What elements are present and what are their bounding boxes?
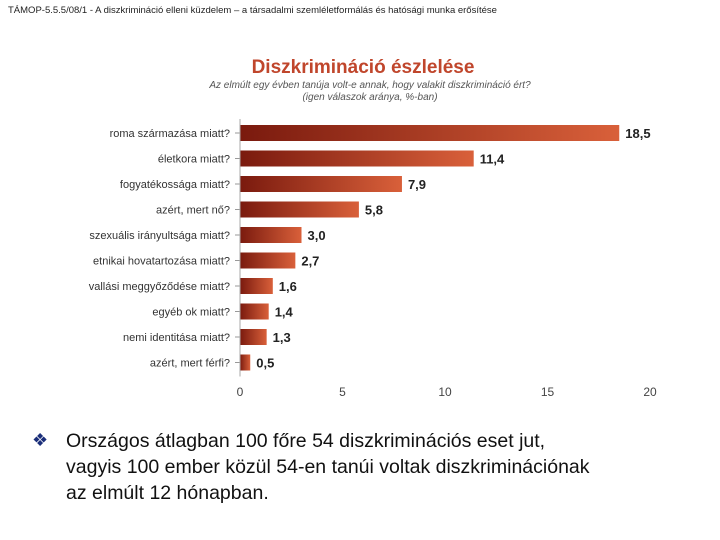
category-label: etnikai hovatartozása miatt? <box>93 255 230 268</box>
value-label: 3,0 <box>307 228 326 243</box>
bar <box>240 227 302 243</box>
category-label: szexuális irányultsága miatt? <box>89 230 230 242</box>
bar <box>240 125 619 141</box>
bar <box>240 304 269 320</box>
bar <box>240 151 474 167</box>
value-label: 7,9 <box>407 177 427 192</box>
slide-header: TÁMOP-5.5.5/08/1 - A diszkrimináció elleni küzdelem – a társadalmi szemléletformálás és hatósági munka erősítése <box>8 5 497 16</box>
value-label: 5,8 <box>364 202 383 218</box>
bar <box>240 329 267 345</box>
value-label: 0,5 <box>256 355 275 371</box>
category-label: roma származása miatt? <box>109 128 230 140</box>
summary-line2: vagyis 100 ember közül 54-en tanúi voltak diszkriminációnak <box>66 456 590 478</box>
category-label: életkora miatt? <box>157 153 230 166</box>
summary-text <box>66 428 712 506</box>
chart-title: Diszkrimináció észlelése <box>251 57 475 78</box>
x-tick-label: 0 <box>236 385 244 399</box>
x-tick-label: 15 <box>540 385 555 399</box>
category-label: nemi identitása miatt? <box>123 332 230 344</box>
category-label: azért, mert nő? <box>156 204 230 217</box>
x-tick-label: 10 <box>438 385 452 399</box>
x-tick-label: 20 <box>643 385 657 399</box>
bar <box>240 355 250 371</box>
value-label: 2,7 <box>301 253 320 269</box>
bar <box>240 176 402 192</box>
category-label: egyéb ok miatt? <box>152 306 230 319</box>
bar <box>240 278 273 294</box>
diamond-bullet-icon: ❖ <box>32 430 49 450</box>
value-label: 18,5 <box>625 126 651 141</box>
summary-bullet <box>32 428 712 506</box>
value-label: 1,4 <box>274 304 293 320</box>
summary-line1: Országos átlagban 100 főre 54 diszkriminációs eset jut, <box>66 430 546 452</box>
category-label: azért, mert férfi? <box>149 357 230 370</box>
category-label: vallási meggyőződése miatt? <box>88 281 230 293</box>
bar <box>240 202 359 218</box>
value-label: 1,3 <box>272 330 291 345</box>
value-label: 1,6 <box>278 279 297 294</box>
value-label: 11,4 <box>479 151 505 167</box>
bar <box>240 253 295 269</box>
category-label: fogyatékossága miatt? <box>119 179 230 191</box>
summary-line3: az elmúlt 12 hónapban. <box>66 482 269 504</box>
x-tick-label: 5 <box>339 385 346 399</box>
chart-subtitle-line2: (igen válaszok aránya, %-ban) <box>302 92 438 103</box>
chart-subtitle-line1: Az elmúlt egy évben tanúja volt-e annak, hogy valakit diszkrimináció ért? <box>209 80 531 91</box>
